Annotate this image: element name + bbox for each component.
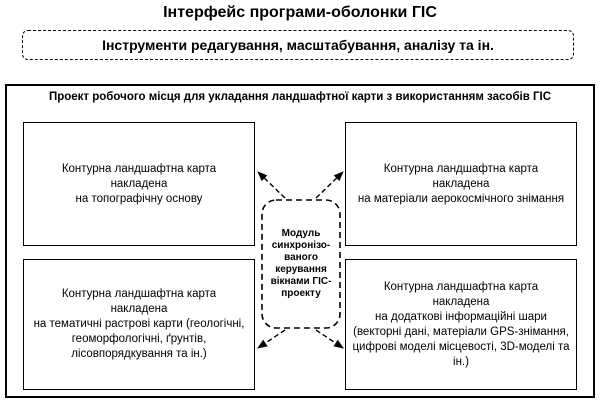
box-line: Контурна ландшафтна карта: [383, 162, 539, 175]
arrow-top-left: [258, 172, 285, 198]
box-line: накладена: [110, 303, 168, 315]
box-line: Контурна ландшафтна карта: [61, 162, 217, 175]
sync-module-label: Модуль синхронізо-ваного керування вікнами ГІС-проекту: [270, 228, 332, 299]
box-line: накладена: [432, 295, 490, 308]
box-line: на топографічну основу: [75, 192, 203, 205]
workspace-title: Проект робочого місця для укладання ландшафтної карти з використанням засобів ГІС: [48, 91, 552, 103]
box-line: на додаткові інформаційні шари (векторні дані, матеріали GPS-знімання, цифрові моделі місцевості, 3D-моделі та ін.): [352, 310, 570, 368]
arrow-bottom-right: [316, 330, 343, 348]
box-line: на тематичні растрові карти (геологічні, геоморфологічні, ґрунтів, лісовпорядкування та ін.): [33, 318, 245, 360]
map-box-thematic-rasters[interactable]: [23, 259, 255, 390]
arrow-bottom-left: [258, 330, 285, 348]
map-box-topographic[interactable]: [23, 122, 255, 246]
map-box-info-layers[interactable]: [345, 259, 577, 390]
map-box-aerospace[interactable]: [345, 122, 577, 246]
box-line: Контурна ландшафтна карта: [383, 280, 539, 293]
box-line: Контурна ландшафтна карта: [61, 288, 217, 300]
box-line: накладена: [110, 177, 168, 190]
box-line: накладена: [432, 177, 490, 190]
box-line: на матеріали аерокосмічного знімання: [357, 192, 565, 205]
page-title: Інтерфейс програми-оболонки ГІС: [163, 4, 437, 21]
tools-label: Інструменти редагування, масштабування, аналізу та ін.: [102, 37, 494, 53]
arrow-top-right: [316, 172, 343, 198]
sync-module[interactable]: [262, 200, 340, 328]
